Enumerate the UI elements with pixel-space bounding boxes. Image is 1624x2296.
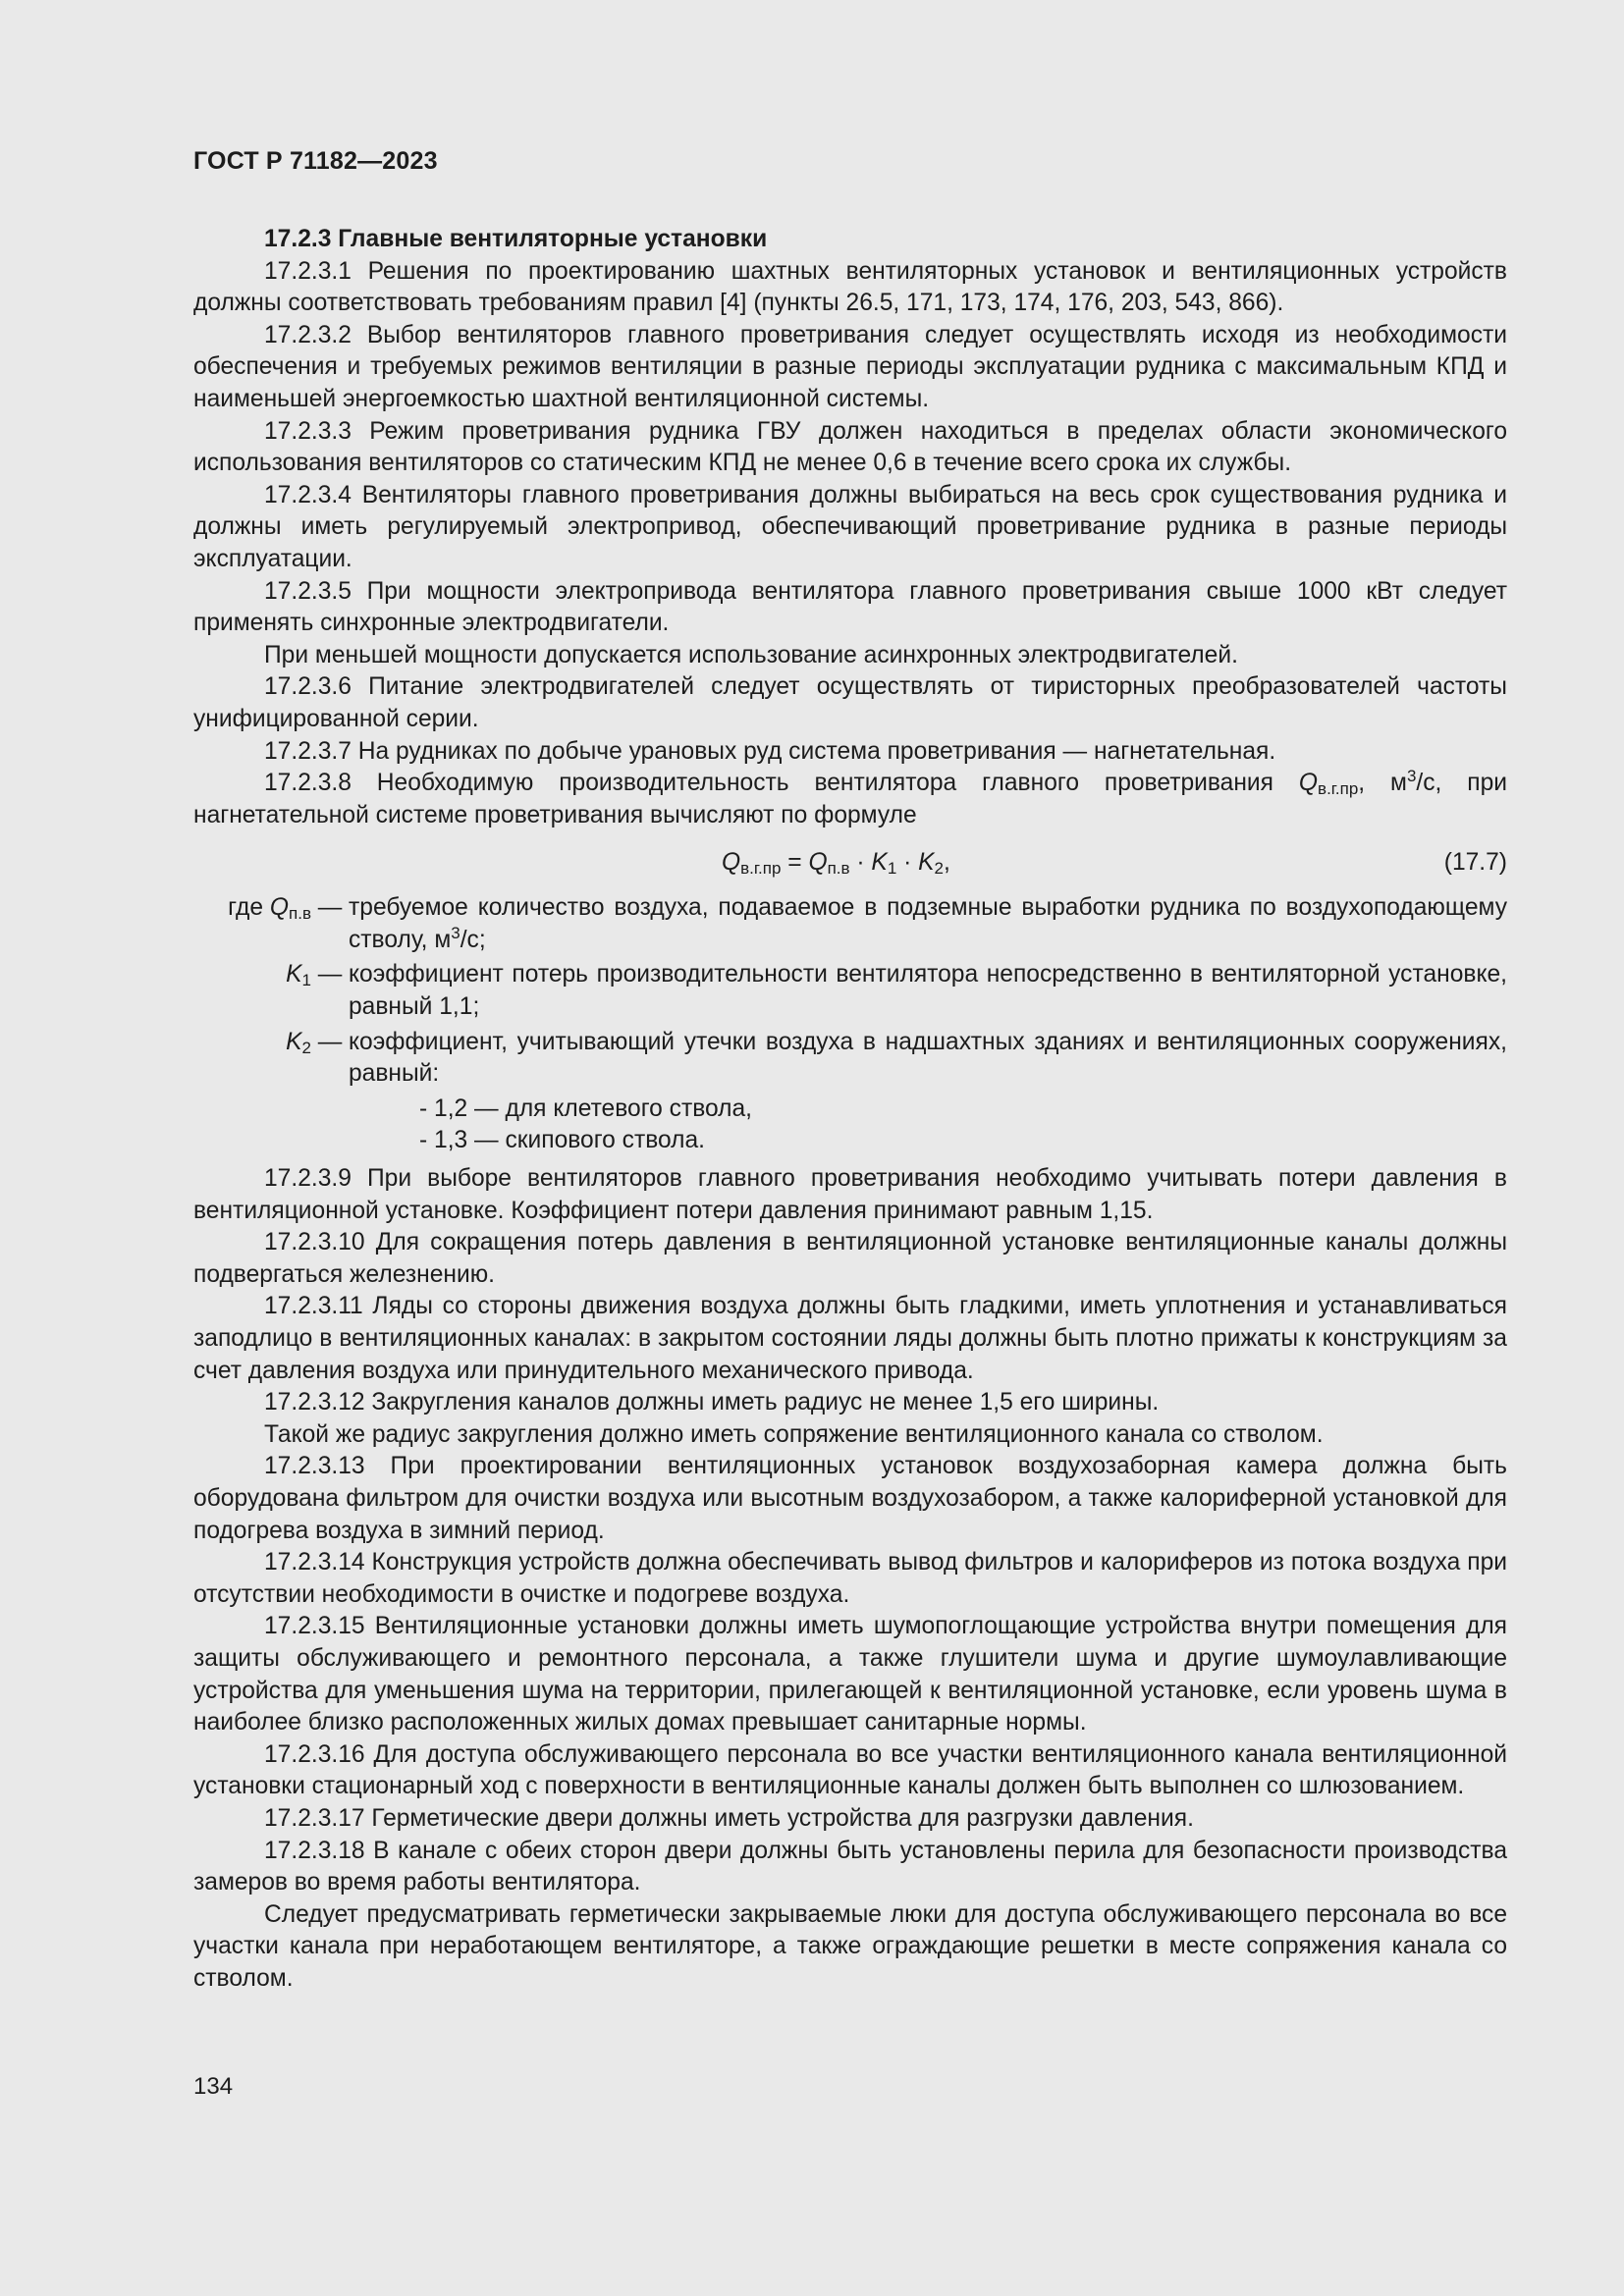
subscript: 2 bbox=[301, 1038, 311, 1057]
paragraph: При меньшей мощности допускается использование асинхронных электродвигателей. bbox=[264, 641, 1238, 668]
list-item: - 1,2 — для клетевого ствола, bbox=[419, 1095, 752, 1122]
symbol: Q bbox=[1298, 770, 1319, 797]
document-code-header: ГОСТ Р 71182—2023 bbox=[193, 147, 438, 175]
paragraph: 17.2.3.18 В канале с обеих сторон двери должны быть установлены перила для безопасности производства замеров во время работы вентилятора. bbox=[193, 1837, 1507, 1896]
where-description: коэффициент потерь производительности вентилятора непосредственно в вентиляторной установке, равный 1,1; bbox=[349, 961, 1507, 1021]
paragraph: 17.2.3.3 Режим проветривания рудника ГВУ должен находиться в пределах области экономического использования вентиляторов со статическим КПД не менее 0,6 в течение всего срока их службы. bbox=[193, 417, 1507, 477]
text: 17.2.3.8 Необходимую производительность вентилятора главного проветривания bbox=[264, 770, 1299, 797]
paragraph: 17.2.3.15 Вентиляционные установки должны иметь шумопоглощающие устройства внутри помещения для защиты обслуживающего и ремонтного персонала, а также глушители шума и другие шумоулавливающие устройства для уменьшения шума на территории, прилегающей к вентиляционной установке, если уровень шума в наиболее близко расположенных жилых домах превышает санитарные нормы. bbox=[193, 1613, 1507, 1736]
where-explanation bbox=[193, 892, 1507, 1157]
paragraph: 17.2.3.9 При выборе вентиляторов главного проветривания необходимо учитывать потери давления в вентиляционной установке. Коэффициент потери давления принимают равным 1,15. bbox=[193, 1165, 1507, 1224]
text: /с, при нагнетательной системе проветривания вычисляют по формуле bbox=[193, 770, 1507, 828]
text: требуемое количество воздуха, подаваемое в подземные выработки рудника по воздухоподающему стволу, м bbox=[349, 894, 1507, 953]
paragraph: 17.2.3.1 Решения по проектированию шахтных вентиляторных установок и вентиляционных устройств должны соответствовать требованиям правил [4] (пункты 26.5, 171, 173, 174, 176, 203, 543, 866). bbox=[193, 257, 1507, 317]
where-symbol bbox=[193, 892, 311, 925]
dash: — bbox=[317, 894, 343, 922]
paragraph: 17.2.3.12 Закругления каналов должны иметь радиус не менее 1,5 его ширины. bbox=[264, 1389, 1160, 1416]
subscript: п.в bbox=[827, 859, 850, 879]
symbol: Q bbox=[269, 894, 290, 922]
paragraph: Следует предусматривать герметически закрываемые люки для доступа обслуживающего персонала во все участки канала при неработающем вентиляторе, а также ограждающие решетки в месте сопряжения канала со стволом. bbox=[193, 1900, 1507, 1992]
list-item: - 1,3 — скипового ствола. bbox=[419, 1127, 706, 1154]
symbol: Q bbox=[808, 849, 828, 877]
subscript: в.г.пр bbox=[1318, 779, 1359, 799]
paragraph: 17.2.3.7 На рудниках по добыче урановых руд система проветривания — нагнетательная. bbox=[264, 737, 1276, 765]
paragraph-group-a bbox=[193, 256, 1507, 769]
subscript: 2 bbox=[934, 859, 945, 879]
paragraph: 17.2.3.16 Для доступа обслуживающего персонала во все участки вентиляционного канала вентиляционной установки стационарный ход с поверхности в вентиляционные каналы должен быть выполнен со шлюзованием. bbox=[193, 1740, 1507, 1800]
paragraph-flow-rate bbox=[193, 768, 1507, 831]
paragraph: 17.2.3.5 При мощности электропривода вентилятора главного проветривания свыше 1000 кВт следует применять синхронные электродвигатели. bbox=[193, 577, 1507, 637]
where-description bbox=[349, 892, 1507, 956]
paragraph: 17.2.3.10 Для сокращения потерь давления в вентиляционной установке вентиляционные каналы должны подвергаться железнению. bbox=[193, 1229, 1507, 1288]
where-row bbox=[193, 1027, 1507, 1091]
paragraph: 17.2.3.2 Выбор вентиляторов главного проветривания следует осуществлять исходя из необходимости обеспечения и требуемых режимов вентиляции в разные периоды эксплуатации рудника с максимальным КПД и наименьшей энергоемкостью шахтной вентиляционной системы. bbox=[193, 321, 1507, 412]
text: · bbox=[896, 849, 919, 877]
section-heading: 17.2.3 Главные вентиляторные установки bbox=[264, 226, 768, 252]
paragraph-group-b bbox=[193, 1163, 1507, 1995]
where-row bbox=[193, 892, 1507, 956]
subscript: 1 bbox=[301, 971, 311, 990]
where-symbol bbox=[193, 959, 311, 991]
paragraph: 17.2.3.4 Вентиляторы главного проветривания должны выбираться на весь срок существования рудника и должны иметь регулируемый электропривод, обеспечивающий проветривание рудника в разные периоды эксплуатации. bbox=[193, 481, 1507, 572]
subscript: 1 bbox=[887, 859, 897, 879]
text: где bbox=[228, 894, 270, 922]
symbol: K bbox=[871, 849, 888, 877]
paragraph: 17.2.3.13 При проектировании вентиляционных установок воздухозаборная камера должна быть оборудована фильтром для очистки воздуха или высотным воздухозабором, а также калориферной установкой для подогрева воздуха в зимний период. bbox=[193, 1453, 1507, 1544]
page-number: 134 bbox=[193, 2073, 234, 2100]
superscript: 3 bbox=[451, 923, 460, 942]
text: = bbox=[781, 849, 809, 877]
superscript: 3 bbox=[1406, 767, 1417, 786]
formula-expression bbox=[722, 847, 950, 880]
where-symbol bbox=[193, 1027, 311, 1059]
paragraph: 17.2.3.11 Ляды со стороны движения воздуха должны быть гладкими, иметь уплотнения и устанавливаться заподлицо в вентиляционных каналах: в закрытом состоянии ляды должны быть плотно прижаты к конструкциям за счет давления воздуха или принудительного механического привода. bbox=[193, 1293, 1507, 1384]
dash: — bbox=[317, 1028, 343, 1055]
symbol: K bbox=[286, 1028, 302, 1055]
formula-17-7 bbox=[193, 841, 1507, 886]
formula-number: (17.7) bbox=[1443, 849, 1507, 877]
where-row bbox=[193, 959, 1507, 1023]
symbol: K bbox=[918, 849, 935, 877]
paragraph: 17.2.3.17 Герметические двери должны иметь устройства для разгрузки давления. bbox=[264, 1804, 1194, 1832]
text: , м bbox=[1358, 770, 1407, 797]
document-body bbox=[193, 224, 1507, 1995]
text: · bbox=[849, 849, 872, 877]
text: /с; bbox=[460, 926, 486, 953]
subscript: п.в bbox=[289, 904, 311, 924]
where-description: коэффициент, учитывающий утечки воздуха в надшахтных зданиях и вентиляционных сооружениях, равный: bbox=[349, 1028, 1507, 1088]
symbol: K bbox=[286, 961, 302, 988]
subscript: в.г.пр bbox=[740, 859, 782, 879]
paragraph: 17.2.3.6 Питание электродвигателей следует осуществлять от тиристорных преобразователей частоты унифицированной серии. bbox=[193, 673, 1507, 732]
symbol: Q bbox=[722, 849, 741, 877]
dash: — bbox=[317, 961, 343, 988]
paragraph: Такой же радиус закругления должно иметь сопряжение вентиляционного канала со стволом. bbox=[264, 1420, 1324, 1448]
paragraph: 17.2.3.14 Конструкция устройств должна обеспечивать вывод фильтров и калориферов из потока воздуха при отсутствии необходимости в очистке и подогреве воздуха. bbox=[193, 1549, 1507, 1608]
text: , bbox=[944, 849, 950, 877]
